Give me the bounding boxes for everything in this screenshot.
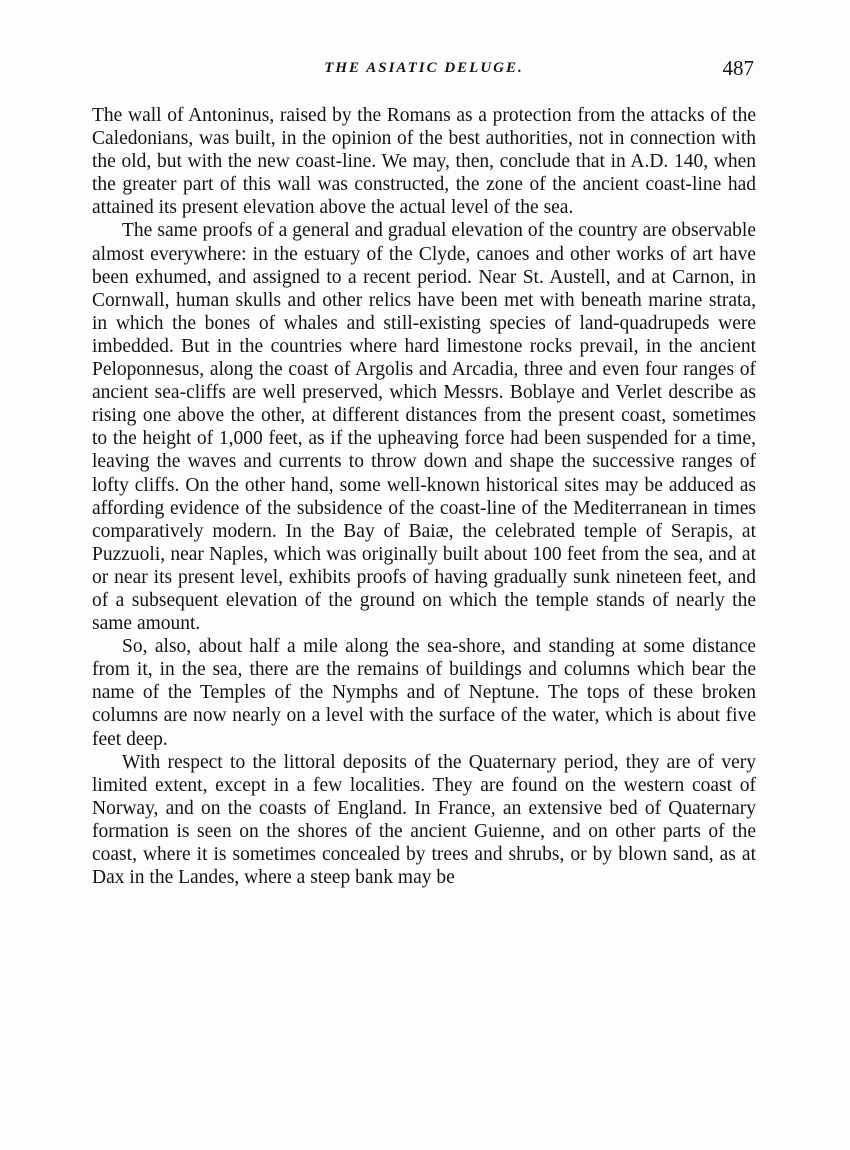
paragraph-littoral-deposits: With respect to the littoral deposits of the Quaternary period, they are of very limited extent, except in a few localities. They are found on the western coast of Norway, and on the coasts of England. In France, an extensive bed of Quaternary formation is seen on the shores of the ancient Guienne, and on other parts of the coast, where it is sometimes concealed by trees and shrubs, or by blown sand, as at Dax in the Landes, where a steep bank may be: [92, 751, 756, 889]
paragraph-antoninus-wall: The wall of Antoninus, raised by the Romans as a protection from the attacks of the Caledonians, was built, in the opinion of the best authorities, not in connection with the old, but with the new coast-line. We may, then, conclude that in A.D. 140, when the greater part of this wall was constructed, the zone of the ancient coast-line had attained its present elevation above the actual level of the sea.: [92, 105, 756, 219]
page-number: 487: [722, 56, 754, 80]
paragraph-elevation-proofs: The same proofs of a general and gradual elevation of the country are observable almost everywhere: in the estuary of the Clyde, canoes and other works of art have been exhumed, and assigned to a recent period. Near St. Austell, and at Carnon, in Cornwall, human skulls and other relics have been met with beneath marine strata, in which the bones of whales and still-existing species of land-quadrupeds were imbedded. But in the countries where hard limestone rocks prevail, in the ancient Peloponnesus, along the coast of Argolis and Arcadia, three and even four ranges of ancient sea-cliffs are well preserved, which Messrs. Boblaye and Verlet describe as rising one above the other, at different distances from the present coast, sometimes to the height of 1,000 feet, as if the upheaving force had been suspended for a time, leaving the waves and currents to throw down and shape the successive ranges of lofty cliffs. On the other hand, some well-known historical sites may be adduced as affording evidence of the subsidence of the coast-line of the Mediterranean in times comparatively modern. In the Bay of Baiæ, the celebrated temple of Serapis, at Puzzuoli, near Naples, which was originally built about 100 feet from the sea, and at or near its present level, exhibits proofs of having gradually sunk nineteen feet, and of a subsequent elevation of the ground on which the temple stands of nearly the same amount.: [92, 220, 756, 635]
body-text: [92, 104, 756, 889]
running-head: [90, 56, 758, 86]
paragraph-temples-nymphs-neptune: So, also, about half a mile along the sea-shore, and standing at some distance from it, in the sea, there are the remains of buildings and columns which bear the name of the Temples of the Nymphs and of Neptune. The tops of these broken columns are now nearly on a level with the surface of the water, which is about five feet deep.: [92, 636, 756, 750]
running-title: THE ASIATIC DELUGE.: [324, 60, 524, 76]
